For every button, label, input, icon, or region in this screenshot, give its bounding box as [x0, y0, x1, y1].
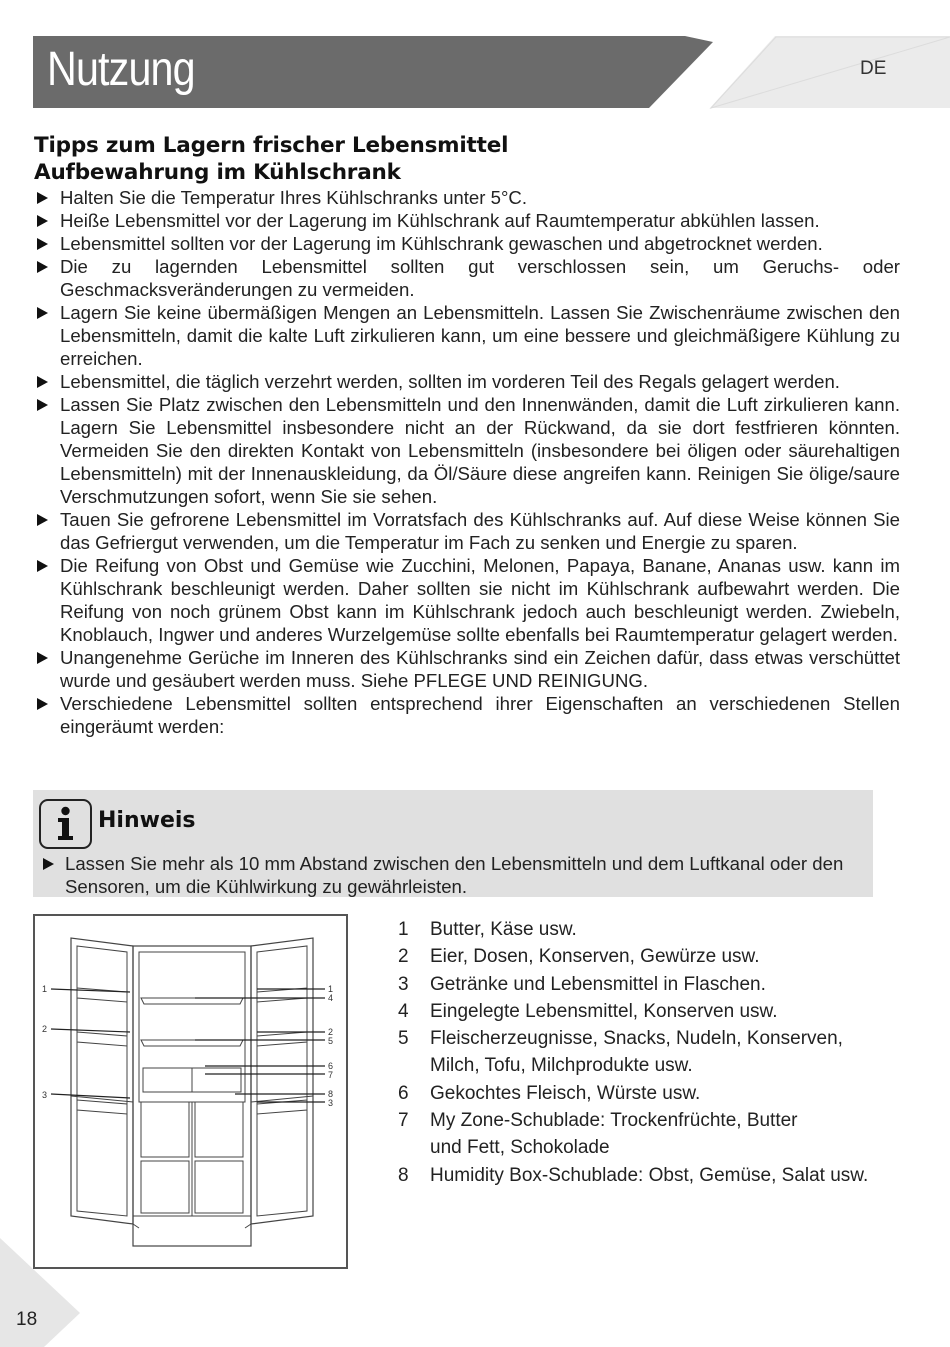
list-item-text: Lebensmittel, die täglich verzehrt werden, sollten im vorderen Teil des Regals gelagert werden. [60, 371, 840, 392]
bullet-arrow-icon [43, 858, 54, 870]
storage-legend [396, 916, 870, 1189]
note-text [41, 852, 895, 898]
fridge-diagram [33, 914, 348, 1269]
list-item [34, 232, 900, 255]
fridge-illustration [35, 916, 346, 1267]
legend-text: Getränke und Lebensmittel in Flaschen. [430, 973, 766, 995]
list-item [34, 393, 900, 508]
legend-number: 2 [398, 946, 409, 968]
callout-right-5: 5 [328, 1036, 334, 1046]
list-item-text: Die zu lagernden Lebensmittel sollten gut verschlossen sein, um Geruchs- oder Geschmacksveränderungen zu vermeiden. [60, 256, 900, 300]
list-item [34, 301, 900, 370]
header-banner [33, 36, 713, 108]
callout-right-7: 7 [328, 1070, 334, 1080]
legend-text: Butter, Käse usw. [430, 919, 577, 940]
list-item [34, 646, 900, 692]
legend-number: 7 [398, 1110, 409, 1132]
bullet-arrow-icon [37, 192, 48, 204]
note-title: Hinweis [98, 808, 196, 833]
legend-item [396, 1080, 870, 1107]
callout-right-1: 1 [328, 984, 334, 994]
callout-left-3: 3 [42, 1090, 48, 1100]
legend-number: 5 [398, 1028, 409, 1050]
bullet-arrow-icon [37, 307, 48, 319]
bullet-arrow-icon [37, 514, 48, 526]
legend-item [396, 916, 870, 943]
legend-text: Fleischerzeugnisse, Snacks, Nudeln, Konserven, Milch, Tofu, Milchprodukte usw. [430, 1028, 843, 1077]
bullet-arrow-icon [37, 215, 48, 227]
legend-item [396, 1162, 870, 1189]
callout-right-4: 4 [328, 993, 334, 1003]
list-item-text: Lebensmittel sollten vor der Lagerung im Kühlschrank gewaschen und abgetrocknet werden. [60, 233, 823, 254]
callout-left-2: 2 [42, 1024, 48, 1034]
page-corner-decoration [0, 1238, 80, 1347]
list-item [34, 692, 900, 738]
page-title: Nutzung [47, 43, 195, 96]
legend-number: 6 [398, 1082, 409, 1104]
callout-right-3: 3 [328, 1098, 334, 1108]
list-item-text: Halten Sie die Temperatur Ihres Kühlschranks unter 5°C. [60, 187, 528, 208]
note-box [33, 790, 873, 897]
legend-text: Eingelegte Lebensmittel, Konserven usw. [430, 1000, 778, 1022]
page-number: 18 [16, 1309, 38, 1330]
bullet-arrow-icon [37, 698, 48, 710]
callout-right-8: 8 [328, 1089, 334, 1099]
legend-number: 3 [398, 973, 409, 995]
subsection-heading: Aufbewahrung im Kühlschrank [34, 160, 401, 185]
legend-number: 8 [398, 1164, 409, 1186]
legend-text: Humidity Box-Schublade: Obst, Gemüse, Salat usw. [430, 1164, 869, 1186]
list-item [34, 186, 900, 209]
list-item-text: Verschiedene Lebensmittel sollten entsprechend ihrer Eigenschaften an verschiedenen Stellen eingeräumt werden: [60, 693, 900, 737]
legend-item [396, 971, 870, 998]
list-item [34, 255, 900, 301]
bullet-arrow-icon [37, 261, 48, 273]
legend-text: Eier, Dosen, Konserven, Gewürze usw. [430, 946, 760, 968]
language-code: DE [860, 58, 887, 79]
legend-text: Gekochtes Fleisch, Würste usw. [430, 1082, 701, 1104]
legend-number: 4 [398, 1000, 409, 1022]
list-item-text: Die Reifung von Obst und Gemüse wie Zucchini, Melonen, Papaya, Banane, Ananas usw. kann im Kühlschrank beschleunigt werden. Daher sollten sie nicht im Kühlschrank aufbewahrt werden. Die Reifung von noch grünem Obst kann im Kühlschrank jedoch auch beschleunigt werden. Zwiebeln, Knoblauch, Ingwer und anderes Wurzelgemüse sollte ebenfalls bei Raumtemperatur gelagert werden. [60, 555, 900, 645]
list-item [34, 508, 900, 554]
legend-number: 1 [398, 919, 409, 940]
list-item-text: Heiße Lebensmittel vor der Lagerung im Kühlschrank auf Raumtemperatur abkühlen lassen. [60, 210, 820, 231]
list-item [34, 554, 900, 646]
legend-item [396, 998, 870, 1025]
info-icon [39, 799, 92, 849]
callout-right-2: 2 [328, 1027, 334, 1037]
note-text-content: Lassen Sie mehr als 10 mm Abstand zwischen den Lebensmitteln und dem Luftkanal oder den Sensoren, um die Kühlwirkung zu gewährleisten. [65, 853, 844, 897]
bullet-arrow-icon [37, 560, 48, 572]
bullet-arrow-icon [37, 238, 48, 250]
callout-right-6: 6 [328, 1061, 334, 1071]
list-item-text: Unangenehme Gerüche im Inneren des Kühlschranks sind ein Zeichen dafür, dass etwas verschüttet wurde und gesäubert werden muss. Siehe PFLEGE UND REINIGUNG. [60, 647, 900, 691]
legend-item [396, 1107, 830, 1162]
section-heading: Tipps zum Lagern frischer Lebensmittel [34, 133, 509, 158]
bullet-arrow-icon [37, 376, 48, 388]
header-corner-decoration [645, 36, 950, 111]
legend-text: My Zone-Schublade: Trockenfrüchte, Butter und Fett, Schokolade [430, 1110, 798, 1159]
list-item-text: Lassen Sie Platz zwischen den Lebensmitteln und den Innenwänden, damit die Luft zirkulieren kann. Lagern Sie Lebensmittel insbesondere nicht an der Rückwand, da sie dort festfrieren könnten. Vermeiden Sie den direkten Kontakt von Lebensmitteln (insbesondere bei öligen oder säurehaltigen Lebensmitteln) mit der Innenauskleidung, da Öl/Säure diese angreifen kann. Reinigen Sie ölige/saure Verschmutzungen sofort, wenn Sie sie sehen. [60, 394, 900, 507]
tips-list [34, 186, 900, 738]
list-item-text: Tauen Sie gefrorene Lebensmittel im Vorratsfach des Kühlschranks auf. Auf diese Weise können Sie das Gefriergut verwenden, um die Temperatur im Fach zu senken und Energie zu sparen. [60, 509, 900, 553]
list-item-text: Lagern Sie keine übermäßigen Mengen an Lebensmitteln. Lassen Sie Zwischenräume zwischen den Lebensmitteln, damit die kalte Luft zirkulieren kann, um eine bessere und gleichmäßigere Kühlung zu erreichen. [60, 302, 900, 369]
list-item [34, 370, 900, 393]
legend-item [396, 943, 870, 970]
legend-item [396, 1025, 850, 1080]
bullet-arrow-icon [37, 652, 48, 664]
bullet-arrow-icon [37, 399, 48, 411]
list-item [34, 209, 900, 232]
callout-left-1: 1 [42, 984, 48, 994]
